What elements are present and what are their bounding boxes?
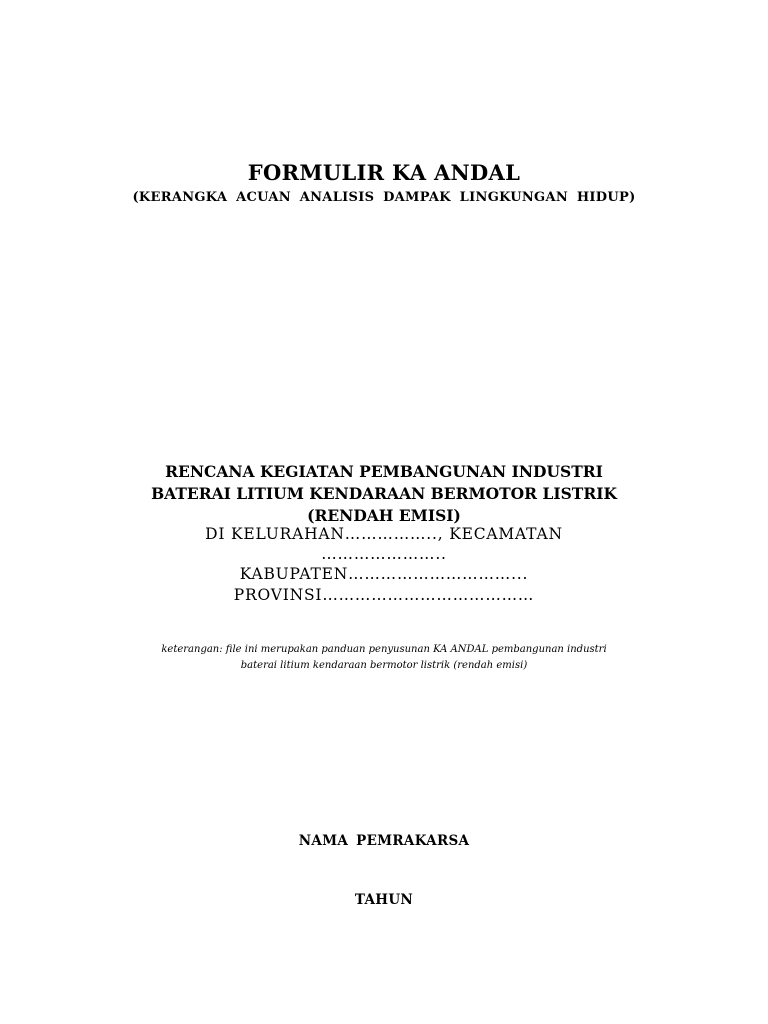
location-line-provinsi: PROVINSI…………………………………	[233, 586, 535, 604]
location-line-kabupaten: KABUPATEN…………………………...	[239, 565, 529, 583]
location-line-kelurahan: DI KELURAHAN…………….., KECAMATAN	[205, 525, 563, 543]
note-line: baterai litium kendaraan bermotor listrik (rendah emisi)	[240, 660, 528, 671]
proponent-name-label: NAMA PEMRAKARSA	[298, 833, 470, 849]
year-label: TAHUN	[354, 892, 414, 908]
document-title: FORMULIR KA ANDAL	[247, 160, 521, 185]
document-subtitle: (KERANGKA ACUAN ANALISIS DAMPAK LINGKUNGAN HIDUP)	[132, 190, 636, 205]
project-title-line: BATERAI LITIUM KENDARAAN BERMOTOR LISTRIK	[151, 484, 617, 503]
note-line: keterangan: file ini merupakan panduan penyusunan KA ANDAL pembangunan industri	[161, 644, 607, 655]
project-title-line: (RENDAH EMISI)	[307, 506, 461, 525]
project-title-line: RENCANA KEGIATAN PEMBANGUNAN INDUSTRI	[165, 462, 603, 481]
location-line-kecamatan: …………………..	[321, 545, 447, 563]
